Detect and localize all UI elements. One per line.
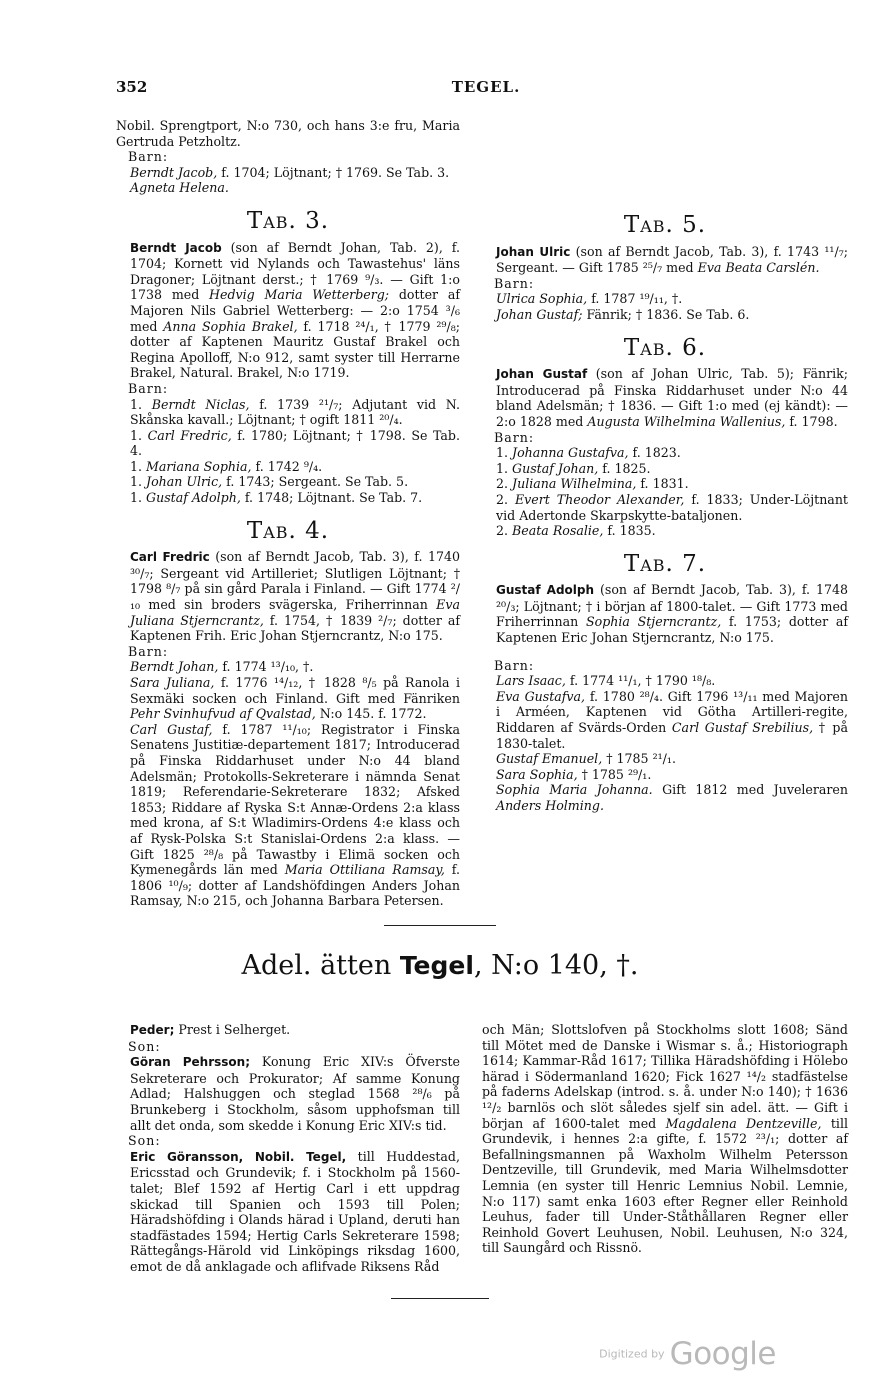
child-entry: 1. Johan Ulric, f. 1743; Sergeant. Se Tab. 5. — [130, 474, 409, 490]
child-entry: 1. Carl Fredric, f. 1780; Löjtnant; † 1798. Se Tab. 4. — [130, 427, 460, 459]
tab-5-heading: Tab. 5. — [623, 212, 707, 238]
barn-label: Barn: — [494, 429, 535, 445]
page-number: 352 — [116, 78, 148, 96]
person-entry: Göran Pehrsson; Konung Eric XIV:s Öfverste Sekreterare och Prokurator; Af samme Konung Adlad; Halshuggen och steglad 1568 ²⁸/₆ på Brunkeberg i Stockholm, såsom upphofsman till allt det onda, som skedde i Konung Eric XIV:s tid. — [130, 1054, 460, 1133]
person-name: Johan Gustaf — [496, 367, 588, 382]
child-entry: Sara Sophia, † 1785 ²⁹/₁. — [496, 766, 652, 782]
child-entry: 1. Berndt Niclas, f. 1739 ²¹/₇; Adjutant vid N. Skånska kavall.; Löjtnant; † ogift 1811 ²⁰/₄. — [130, 396, 460, 428]
right-column — [482, 118, 848, 814]
tab-5-paragraph: Johan Ulric (son af Berndt Jacob, Tab. 3), f. 1743 ¹¹/₇; Sergeant. — Gift 1785 ²⁵/₇ med Eva Beata Carslén. — [496, 243, 848, 276]
child-entry: 1. Johanna Gustafva, f. 1823. — [496, 445, 681, 461]
barn-label: Barn: — [128, 380, 169, 396]
family-name: Tegel — [399, 951, 474, 980]
person-entry: Peder; Prest i Selherget. — [130, 1022, 291, 1037]
tab-6-paragraph: Johan Gustaf (son af Johan Ulric, Tab. 5); Fänrik; Introducerad på Finska Riddarhuset under N:o 44 bland Adelsmän; † 1836. — Gift 1:o med (ej kändt): — 2:o 1828 med Augusta Wilhelmina Wallenius, f. 1798. — [496, 366, 848, 429]
child-entry — [116, 180, 460, 196]
page-header — [116, 78, 856, 102]
child-entry: 2. Beata Rosalie, f. 1835. — [496, 523, 656, 539]
child-name: Agneta Helena. — [130, 180, 229, 196]
continuation-paragraph: Nobil. Sprengtport, N:o 730, och hans 3:e fru, Maria Gertruda Petzholtz. — [116, 118, 460, 149]
child-entry: 1. Mariana Sophia, f. 1742 ⁹/₄. — [130, 458, 323, 474]
tab-3-heading: Tab. 3. — [246, 207, 330, 234]
barn-label: Barn: — [494, 657, 535, 673]
son-label: Son: — [128, 1133, 161, 1149]
child-entry: 1. Gustaf Johan, f. 1825. — [496, 460, 651, 476]
running-title: TEGEL. — [451, 78, 521, 96]
section-divider — [384, 925, 496, 926]
tab-4-paragraph: Carl Fredric (son af Berndt Jacob, Tab. 3), f. 1740 ³⁰/₇; Sergeant vid Artilleriet; Slutligen Löjtnant; † 1798 ⁸/₇ på sin gård Parala i Finland. — Gift 1774 ²/₁₀ med sin broders svägerska, Friherrinnan Eva Juliana Stjerncrantz, f. 1754, † 1839 ²/₇; dotter af Kaptenen Frih. Eric Johan Stjerncrantz, N:o 175. — [130, 549, 460, 644]
tab-7-heading: Tab. 7. — [623, 550, 707, 577]
barn-label: Barn: — [128, 149, 169, 165]
person-name: Berndt Jacob — [130, 240, 222, 255]
barn-label: Barn: — [128, 643, 169, 659]
child-entry: Berndt Jacob, f. 1704; Löjtnant; † 1769. Se Tab. 3. — [130, 164, 450, 180]
family-title: Adel. ätten Tegel, N:o 140, †. — [241, 950, 639, 981]
child-entry: Lars Isaac, f. 1774 ¹¹/₁, † 1790 ¹⁸/₈. — [496, 673, 716, 689]
child-entry: 1. Gustaf Adolph, f. 1748; Löjtnant. Se Tab. 7. — [130, 490, 423, 506]
tab-3-paragraph: Berndt Jacob (son af Berndt Johan, Tab. 2), f. 1704; Kornett vid Nylands och Tawastehus' läns Dragoner; Löjtnant derst.; † 1769 ⁹/₃. — Gift 1:o 1738 med Hedvig Maria Wetterberg; dotter af Majoren Nils Gabriel Wetterberg: — 2:o 1754 ³/₆ med Anna Sophia Brakel, f. 1718 ²⁴/₁, † 1779 ²⁹/₈; dotter af Kaptenen Mauritz Gustaf Brakel och Regina Apolloff, N:o 912, samt syster till Herrarne Brakel, Natural. Brakel, N:o 1719. — [130, 239, 461, 381]
person-entry-continued: och Män; Slottslofven på Stockholms slott 1608; Sänd till Mötet med de Danske i Wismar s. å.; Historiograph 1614; Kammar-Råd 1617; Tillika Häradshöfding i Hölebo härad i Södermanland 1620; Fick 1627 ¹⁴/₂ stadfästelse på faderns Adelskap (introd. s. å. under N:o 140); † 1636 ¹²/₂ barnlös och slöt således sjelf sin adel. ätt. — Gift i början af 1600-talet med Magdalena Dentzeville, till Grundevik, i hennes 2:a gifte, f. 1572 ²³/₁; dotter af Befallningsmannen på Waxholm Wilhelm Petersson Dentzeville, till Grundevik, med Maria Wilhelmsdotter Lemnia (en syster till Henric Lemnius Nobil. Lemnie, N:o 117) samt enka 1603 efter Regner eller Reinhold Leuhus, fader till Under-Ståthållaren Regner eller Reinhold Govert Leuhusen, Nobil. Leuhusen, N:o 324, till Saungård och Rissnö. — [482, 1022, 848, 1256]
person-name: Carl Fredric — [130, 550, 210, 565]
tegel-left-column — [116, 1022, 460, 1275]
tegel-right-column — [482, 1022, 848, 1256]
person-entry: Eric Göransson, Nobil. Tegel, till Huddestad, Ericsstad och Grundevik; f. i Stockholm på 1560-talet; Blef 1592 af Hertig Carl i ett uppdrag skickad till Spanien och 1593 till Polen; Häradshöfding i Olands härad i Upland, deruti han stadfästades 1594; Hertig Carls Sekreterare 1598; Rättegångs-Härold vid Linköpings riksdag 1600, emot de då anklagade och aflifvade Riksens Råd — [130, 1148, 461, 1274]
child-entry: Carl Gustaf, f. 1787 ¹¹/₁₀; Registrator i Finska Senatens Justitiæ-departement 1817; Introducerad på Finska Riddarhuset under N:o 44 bland Adelsmän; Protokolls-Sekreterare i nämnda Senat 1819; Referendarie-Sekreterare 1832; Afsked 1853; Riddare af Ryska S:t Annæ-Ordens 2:a klass med krona, af S:t Wladimirs-Ordens 4:e klass och af Rysk-Polska S:t Stanislai-Ordens 2:a klass. — Gift 1825 ²⁸/₈ på Tawastby i Elimä socken och Kymenegårds län med Maria Ottiliana Ramsay, f. 1806 ¹⁰/₉; dotter af Landshöfdingen Anders Johan Ramsay, N:o 215, och Johanna Barbara Petersen. — [130, 721, 461, 909]
left-column — [116, 118, 460, 909]
child-entry: 2. Evert Theodor Alexander, f. 1833; Under-Löjtnant vid Adertonde Skarpskytte-bataljonen. — [496, 491, 848, 523]
child-entry: Gustaf Emanuel, † 1785 ²¹/₁. — [496, 751, 676, 767]
person-name: Johan Ulric — [496, 244, 571, 259]
tab-7-paragraph: Gustaf Adolph (son af Berndt Jacob, Tab. 3), f. 1748 ²⁰/₃; Löjtnant; † i början af 1800-talet. — Gift 1773 med Friherrinnan Sophia Stjerncrantz, f. 1753; dotter af Kaptenen Eric Johan Stjerncrantz, N:o 175. — [496, 582, 848, 646]
child-entry: Johan Gustaf; Fänrik; † 1836. Se Tab. 6. — [496, 306, 750, 322]
child-entry: Ulrica Sophia, f. 1787 ¹⁹/₁₁, †. — [496, 291, 683, 307]
child-entry: Sophia Maria Johanna. Gift 1812 med Juveleraren Anders Holming. — [496, 782, 848, 813]
child-entry: Berndt Johan, f. 1774 ¹³/₁₀, †. — [130, 659, 314, 675]
child-name: Berndt Jacob, — [130, 164, 218, 180]
tab-4-heading: Tab. 4. — [246, 517, 330, 544]
son-label: Son: — [128, 1038, 161, 1054]
child-entry: Sara Juliana, f. 1776 ¹⁴/₁₂, † 1828 ⁸/₅ på Ranola i Sexmäki socken och Finland. Gift med Fänriken Pehr Svinhufvud af Qvalstad, N:o 145. f. 1772. — [130, 675, 460, 722]
child-entry: 2. Juliana Wilhelmina, f. 1831. — [496, 476, 689, 492]
barn-label: Barn: — [494, 275, 535, 291]
digitized-by-google-watermark: Digitized by Google — [599, 1336, 776, 1372]
tab-6-heading: Tab. 6. — [623, 334, 707, 361]
child-entry: Eva Gustafva, f. 1780 ²⁸/₄. Gift 1796 ¹³/₁₁ med Majoren i Arméen, Kaptenen vid Götha Artilleri-regite, Riddaren af Svärds-Orden Carl Gustaf Srebilius, † på 1830-talet. — [496, 688, 849, 751]
end-divider — [391, 1298, 489, 1299]
person-name: Gustaf Adolph — [496, 583, 595, 598]
